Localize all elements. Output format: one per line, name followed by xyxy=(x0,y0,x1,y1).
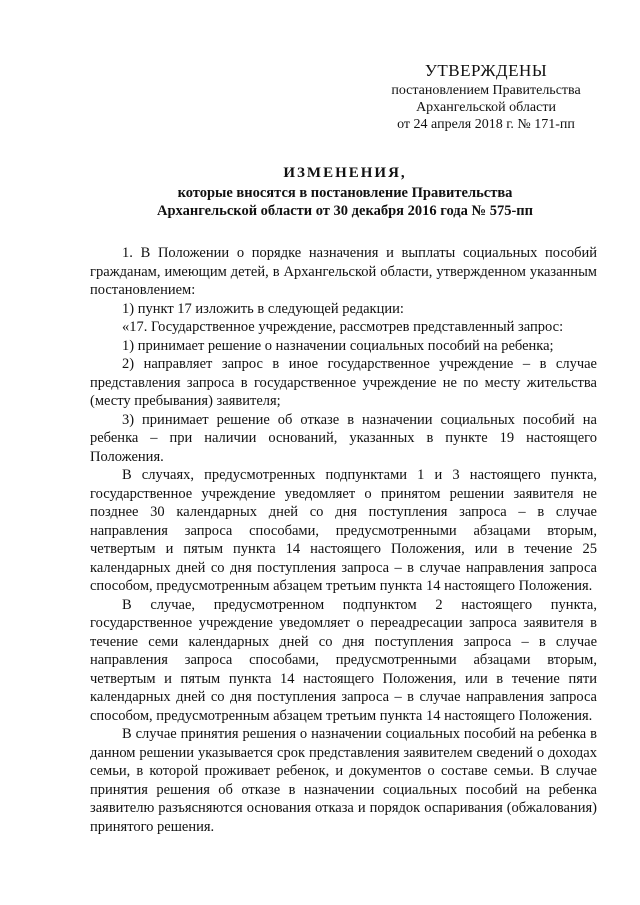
approval-stamp xyxy=(370,60,602,133)
approval-heading: УТВЕРЖДЕНЫ xyxy=(424,61,548,80)
approval-line-2: Архангельской области xyxy=(416,100,556,115)
paragraph: 3) принимает решение об отказе в назначении социальных пособий на ребенка – при наличии оснований, указанных в пункте 19 настоящего Положения. xyxy=(90,411,597,465)
paragraph: 1) пункт 17 изложить в следующей редакции: xyxy=(122,300,404,317)
approval-line-3: от 24 апреля 2018 г. № 171-пп xyxy=(397,117,575,132)
title-subline-2: Архангельской области от 30 декабря 2016 года № 575-пп xyxy=(157,203,533,219)
paragraph: 1) принимает решение о назначении социальных пособий на ребенка; xyxy=(122,337,554,354)
paragraph: В случаях, предусмотренных подпунктами 1 и 3 настоящего пункта, государственное учреждение уведомляет о принятом решении заявителя не позднее 30 календарных дней со дня поступления запроса – в случае направления запроса способами, предусмотренными абзацами вторым, четвертым и пятым пункта 14 настоящего Положения, или в течение 25 календарных дней со дня поступления запроса – в случае направления запроса способом, предусмотренным абзацем третьим пункта 14 настоящего Положения. xyxy=(90,467,597,594)
document-body xyxy=(90,244,597,836)
approval-line-1: постановлением Правительства xyxy=(391,83,581,98)
paragraph: В случае, предусмотренном подпунктом 2 настоящего пункта, государственное учреждение уведомляет о переадресации запроса заявителя в течение семи календарных дней со дня поступления запроса – в случае направления запроса способами, предусмотренными абзацами вторым, четвертым и пятым пункта 14 настоящего Положения, или в течение пяти календарных дней со дня поступления запроса – в случае направления запроса способом, предусмотренным абзацем третьим пункта 14 настоящего Положения. xyxy=(90,596,597,724)
paragraph: 2) направляет запрос в иное государственное учреждение – в случае представления запроса в государственное учреждение не по месту жительства (месту пребывания) заявителя; xyxy=(90,356,597,409)
paragraph: В случае принятия решения о назначении социальных пособий на ребенка в данном решении указывается срок представления заявителем сведений о доходах семьи, в которой проживает ребенок, и документов о составе семьи. В случае принятия решения об отказе в назначении социальных пособий на ребенка заявителю разъясняются основания отказа и порядок оспаривания (обжалования) принятого решения. xyxy=(90,726,597,835)
title-main: ИЗМЕНЕНИЯ, xyxy=(283,165,407,181)
paragraph: 1. В Положении о порядке назначения и выплаты социальных пособий гражданам, имеющим детей, в Архангельской области, утвержденном указанным постановлением: xyxy=(90,245,597,298)
title-subline-1: которые вносятся в постановление Правительства xyxy=(177,185,513,201)
paragraph: «17. Государственное учреждение, рассмотрев представленный запрос: xyxy=(122,319,564,335)
document-title xyxy=(90,162,600,220)
